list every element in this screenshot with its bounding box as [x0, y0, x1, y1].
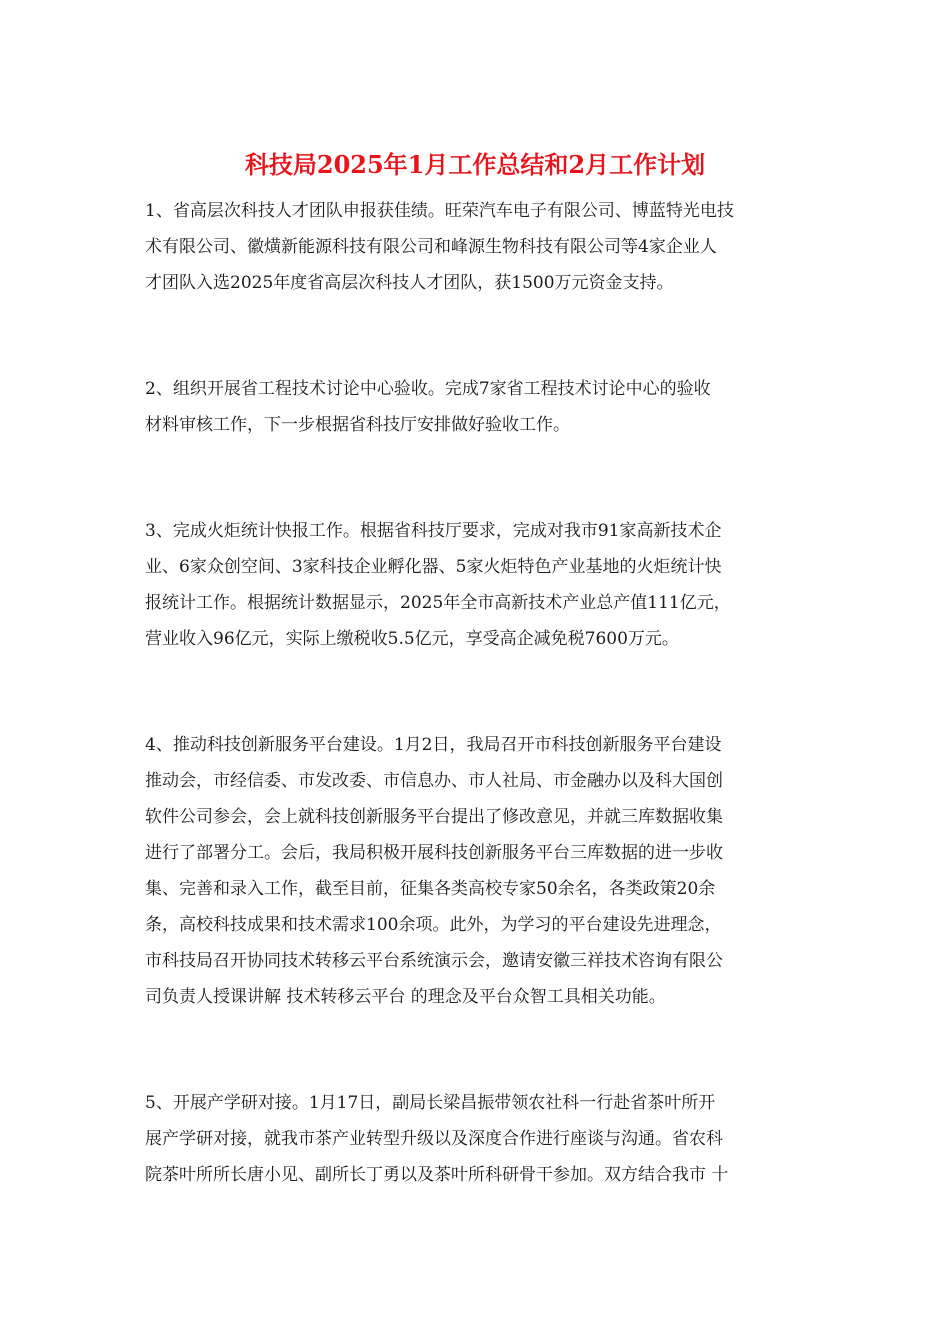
paragraph-line: 营业收入96亿元，实际上缴税收5.5亿元，享受高企减免税7600万元。	[145, 629, 679, 649]
paragraph-line: 院茶叶所所长唐小见、副所长丁勇以及茶叶所科研骨干参加。双方结合我市 十	[145, 1165, 729, 1185]
paragraph-line: 市科技局召开协同技术转移云平台系统演示会，邀请安徽三祥技术咨询有限公	[145, 951, 723, 971]
paragraph-line: 材料审核工作，下一步根据省科技厅安排做好验收工作。	[145, 415, 570, 435]
paragraph-line: 司负责人授课讲解 技术转移云平台 的理念及平台众智工具相关功能。	[145, 987, 666, 1007]
paragraph-line: 术有限公司、徽熿新能源科技有限公司和峰源生物科技有限公司等4家企业人	[145, 237, 717, 257]
paragraph-line: 软件公司参会，会上就科技创新服务平台提出了修改意见，并就三库数据收集	[145, 807, 723, 827]
paragraph-3	[145, 513, 805, 657]
paragraph-line: 条，高校科技成果和技术需求100余项。此外，为学习的平台建设先进理念，	[145, 915, 722, 935]
paragraph-line: 集、完善和录入工作，截至目前，征集各类高校专家50余名，各类政策20余	[145, 879, 716, 899]
paragraph-line: 业、6家众创空间、3家科技企业孵化器、5家火炬特色产业基地的火炬统计快	[145, 557, 722, 577]
paragraph-5	[145, 1085, 805, 1193]
paragraph-line: 1、省高层次科技人才团队申报获佳绩。旺荣汽车电子有限公司、博蓝特光电技	[145, 201, 734, 221]
paragraph-line: 展产学研对接，就我市茶产业转型升级以及深度合作进行座谈与沟通。省农科	[145, 1129, 723, 1149]
paragraph-4	[145, 727, 805, 1015]
paragraph-1	[145, 193, 805, 301]
paragraph-line: 推动会，市经信委、市发改委、市信息办、市人社局、市金融办以及科大国创	[145, 771, 723, 791]
paragraph-2	[145, 371, 805, 443]
paragraph-line: 才团队入选2025年度省高层次科技人才团队，获1500万元资金支持。	[145, 273, 674, 293]
paragraph-line: 4、推动科技创新服务平台建设。1月2日，我局召开市科技创新服务平台建设	[145, 735, 722, 755]
document-title: 科技局2025年1月工作总结和2月工作计划	[244, 150, 706, 179]
paragraph-line: 3、完成火炬统计快报工作。根据省科技厅要求，完成对我市91家高新技术企	[145, 521, 722, 541]
paragraph-line: 5、开展产学研对接。1月17日，副局长梁昌振带领农社科一行赴省茶叶所开	[145, 1093, 716, 1113]
paragraph-line: 2、组织开展省工程技术讨论中心验收。完成7家省工程技术讨论中心的验收	[145, 379, 711, 399]
paragraph-line: 报统计工作。根据统计数据显示，2025年全市高新技术产业总产值111亿元，	[145, 593, 731, 613]
paragraph-line: 进行了部署分工。会后，我局积极开展科技创新服务平台三库数据的进一步收	[145, 843, 723, 863]
